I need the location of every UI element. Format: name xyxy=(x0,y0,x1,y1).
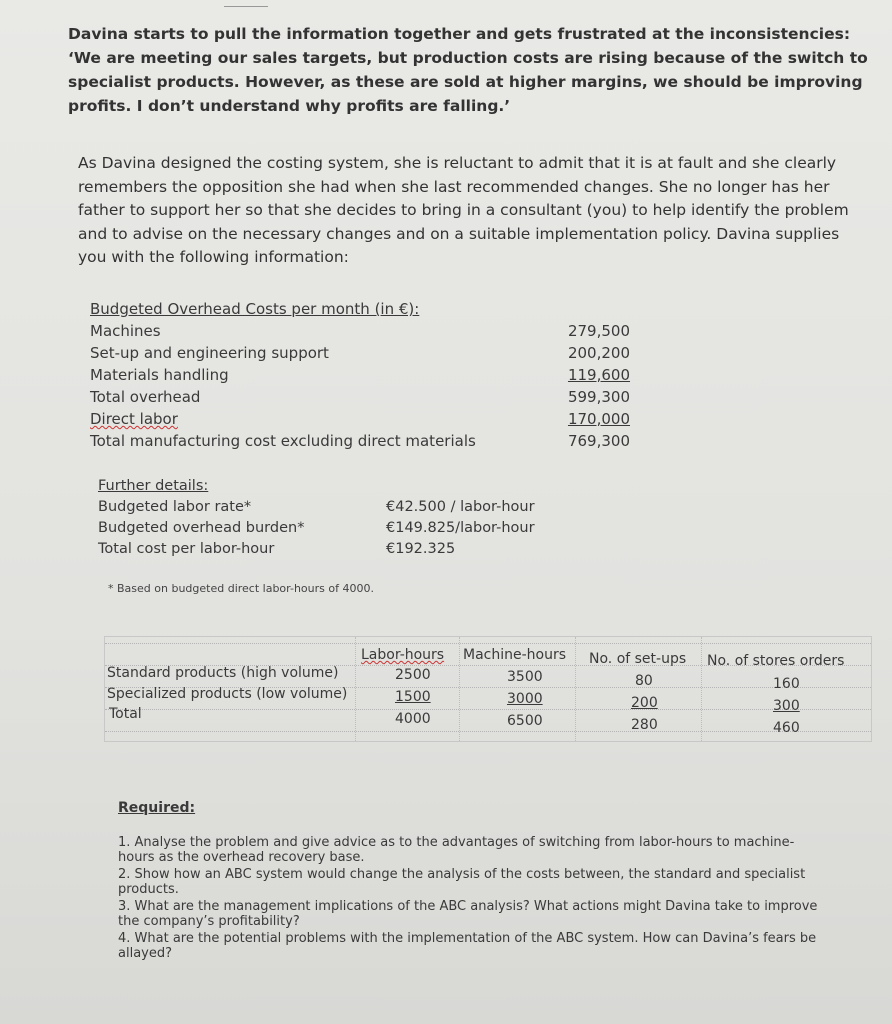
table-cell: 200 xyxy=(631,695,658,711)
table-header: Labor-hours xyxy=(361,647,445,663)
table-header: Machine-hours xyxy=(463,647,567,663)
further-title: Further details: xyxy=(98,478,209,494)
budget-label: Materials handling xyxy=(90,366,229,384)
table-header: No. of set-ups xyxy=(589,651,687,667)
footnote: * Based on budgeted direct labor-hours of 4000. xyxy=(108,582,374,595)
further-row xyxy=(98,539,568,560)
further-value: €192.325 xyxy=(386,541,456,557)
required-item: 2. Show how an ABC system would change the analysis of the costs between, the standard and specialist products. xyxy=(118,867,806,897)
budget-row xyxy=(86,342,646,364)
budget-row xyxy=(86,430,646,452)
table-cell: 2500 xyxy=(395,667,431,683)
intro-paragraph: Davina starts to pull the information together and gets frustrated at the inconsistencies: ‘We are meeting our sales targets, but production costs are rising because of the switch to specialist products. However, as these are sold at higher margins, we should be improving profits. I don’t understand why profits are falling.’ xyxy=(68,25,868,115)
budget-row xyxy=(86,386,646,408)
budget-value: 119,600 xyxy=(567,366,630,384)
table-cell: 460 xyxy=(773,720,800,736)
table-row-label: Total xyxy=(109,706,142,722)
budget-label: Total overhead xyxy=(90,388,201,406)
table-cell: 3000 xyxy=(507,691,543,707)
table-cell: 280 xyxy=(631,717,658,733)
budget-label: Machines xyxy=(90,322,161,340)
budget-value: 200,200 xyxy=(567,344,630,362)
budget-overhead-section xyxy=(86,298,646,452)
activity-table xyxy=(104,636,872,742)
budget-value: 599,300 xyxy=(567,388,630,406)
required-item: 3. What are the management implications of the ABC analysis? What actions might Davina take to improve the company’s profitability? xyxy=(118,899,818,929)
budget-value: 279,500 xyxy=(567,322,630,340)
table-cell: 3500 xyxy=(507,669,543,685)
budget-title: Budgeted Overhead Costs per month (in €): xyxy=(90,300,420,318)
top-edge-mark xyxy=(224,0,268,7)
table-row-label: Specialized products (low volume) xyxy=(107,686,348,702)
budget-label: Set-up and engineering support xyxy=(90,344,329,362)
further-row xyxy=(98,518,568,539)
table-cell: 300 xyxy=(773,698,800,714)
table-cell: 4000 xyxy=(395,711,431,727)
further-row xyxy=(98,497,568,518)
required-item: 4. What are the potential problems with the implementation of the ABC system. How can Davina’s fears be allayed? xyxy=(118,931,817,961)
table-cell: 1500 xyxy=(395,689,431,705)
further-value: €42.500 / labor-hour xyxy=(386,499,535,515)
further-label: Budgeted labor rate* xyxy=(98,499,252,515)
further-label: Total cost per labor-hour xyxy=(98,541,275,557)
budget-value: 769,300 xyxy=(567,432,630,450)
table-cell: 160 xyxy=(773,676,800,692)
required-section xyxy=(118,800,818,964)
further-value: €149.825/labor-hour xyxy=(386,520,535,536)
further-label: Budgeted overhead burden* xyxy=(98,520,305,536)
table-row-label: Standard products (high volume) xyxy=(107,665,339,681)
required-item: 1. Analyse the problem and give advice as to the advantages of switching from labor-hours to machine-hours as the overhead recovery base. xyxy=(118,835,795,865)
budget-value: 170,000 xyxy=(567,410,630,428)
table-cell: 6500 xyxy=(507,713,543,729)
budget-label: Total manufacturing cost excluding direct materials xyxy=(90,432,476,450)
context-paragraph: As Davina designed the costing system, she is reluctant to admit that it is at fault and she clearly remembers the opposition she had when she last recommended changes. She no longer has her father to support her so that she decides to bring in a consultant (you) to help identify the problem and to advise on the necessary changes and on a suitable implementation policy. Davina supplies you with the following information: xyxy=(78,154,849,266)
table-cell: 80 xyxy=(635,673,653,689)
budget-label: Direct labor xyxy=(90,410,178,428)
budget-row xyxy=(86,364,646,386)
budget-row xyxy=(86,408,646,430)
further-details-section xyxy=(98,476,568,560)
budget-row xyxy=(86,320,646,342)
table-header: No. of stores orders xyxy=(707,653,845,669)
required-title: Required: xyxy=(118,800,196,816)
